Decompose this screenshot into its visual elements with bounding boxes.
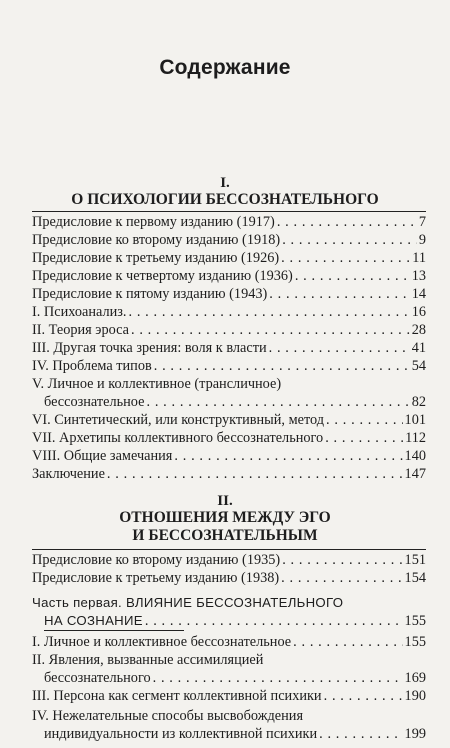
section-1-rule xyxy=(32,211,426,212)
toc-entry[interactable]: Заключение . . . 147 xyxy=(32,465,426,483)
toc-entry[interactable]: VIII. Общие замечания . . . 140 xyxy=(32,447,426,465)
toc-entry[interactable]: Предисловие ко второму изданию (1918) . . . 9 xyxy=(32,231,426,249)
section-2-number: II. xyxy=(217,493,233,509)
section-1-number: I. xyxy=(220,175,230,191)
toc-entry-line1[interactable]: II. Явления, вызванные ассимиляцией xyxy=(32,652,264,668)
section-2-title-line2: И БЕССОЗНАТЕЛЬНЫМ xyxy=(132,527,318,544)
toc-entry[interactable]: бессознательного . . . 169 xyxy=(44,669,426,687)
toc-entry[interactable]: Предисловие к третьему изданию (1938) . . . 154 xyxy=(32,569,426,587)
toc-entry[interactable]: I. Личное и коллективное бессознательное . . . 155 xyxy=(32,633,426,651)
toc-entry[interactable]: III. Другая точка зрения: воля к власти . . . 41 xyxy=(32,339,426,357)
toc-entry[interactable]: III. Персона как сегмент коллективной психики . . . 190 xyxy=(32,687,426,705)
toc-entry-line1[interactable]: IV. Нежелательные способы высвобождения xyxy=(32,708,304,724)
part-heading-line1[interactable]: Часть первая. ВЛИЯНИЕ БЕССОЗНАТЕЛЬНОГО xyxy=(32,595,344,610)
section-2-title-line1: ОТНОШЕНИЯ МЕЖДУ ЭГО xyxy=(119,509,331,526)
toc-entry[interactable]: Предисловие к первому изданию (1917) . . . 7 xyxy=(32,213,426,231)
toc-entry[interactable]: VI. Синтетический, или конструктивный, метод . . . 101 xyxy=(32,411,426,429)
toc-entry-line1[interactable]: V. Личное и коллективное (трансличное) xyxy=(32,376,282,392)
toc-entry[interactable]: II. Теория эроса . . . 28 xyxy=(32,321,426,339)
toc-entry[interactable]: IV. Проблема типов . . . 54 xyxy=(32,357,426,375)
page-title: Содержание xyxy=(159,56,291,79)
section-2-rule xyxy=(32,549,426,550)
toc-entry[interactable]: Предисловие ко второму изданию (1935) . . . 151 xyxy=(32,551,426,569)
section-1-title: О ПСИХОЛОГИИ БЕССОЗНАТЕЛЬНОГО xyxy=(71,191,379,208)
part-underline xyxy=(44,630,184,631)
toc-entry[interactable]: Предисловие к четвертому изданию (1936) . . . 13 xyxy=(32,267,426,285)
toc-entry[interactable]: индивидуальности из коллективной психики . . . 199 xyxy=(44,725,426,743)
part-heading-line2[interactable]: НА СОЗНАНИЕ . . . 155 xyxy=(44,612,426,630)
toc-entry[interactable]: бессознательное . . . 82 xyxy=(44,393,426,411)
toc-entry[interactable]: Предисловие к пятому изданию (1943) . . . 14 xyxy=(32,285,426,303)
toc-entry[interactable]: I. Психоанализ. . . . 16 xyxy=(32,303,426,321)
toc-entry[interactable]: Предисловие к третьему изданию (1926) . . . 11 xyxy=(32,249,426,267)
toc-entry[interactable]: VII. Архетипы коллективного бессознательного . . . 112 xyxy=(32,429,426,447)
